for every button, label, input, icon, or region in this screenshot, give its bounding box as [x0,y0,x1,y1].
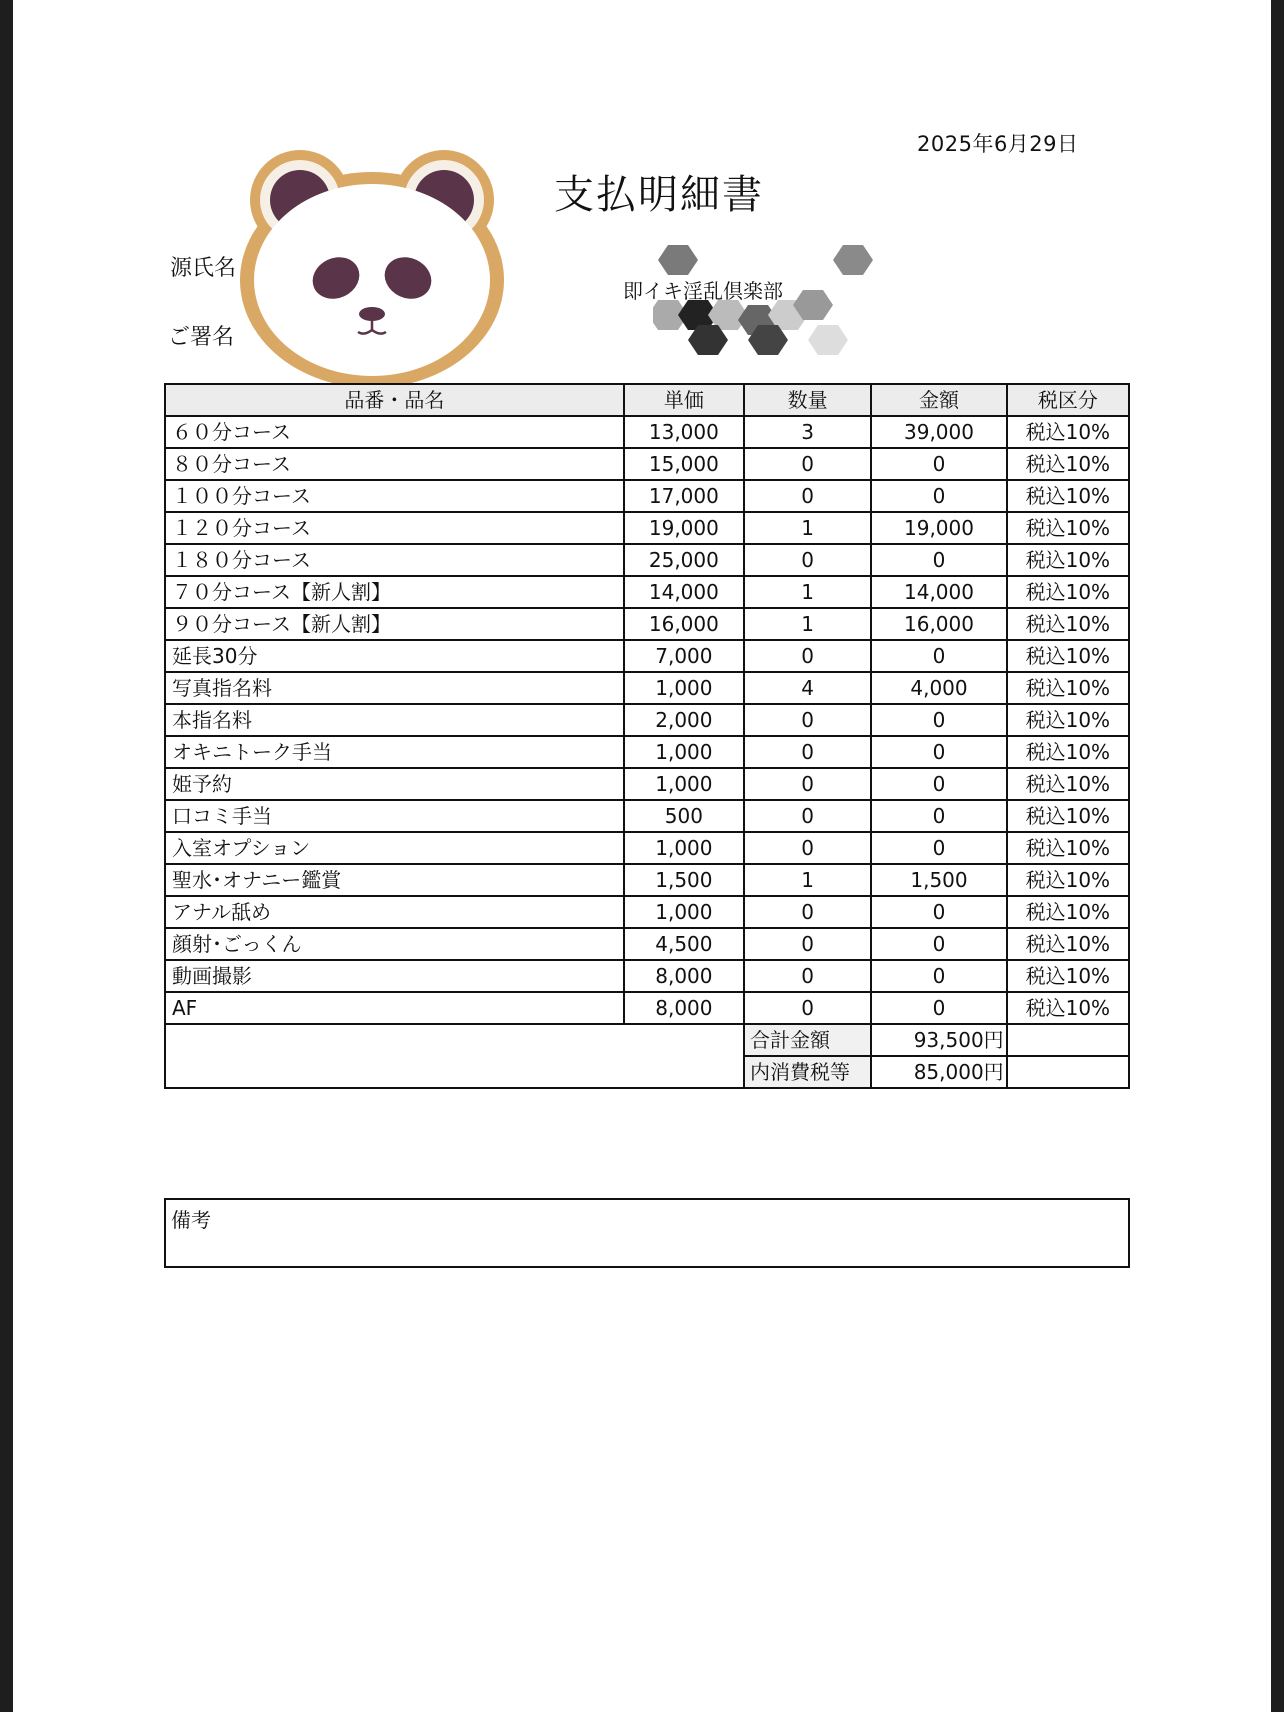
amount-cell: 0 [871,832,1006,864]
unit-price-cell: 8,000 [624,992,744,1024]
issue-date: 2025年6月29日 [917,132,1079,156]
total-empty-cell [1007,1024,1129,1056]
quantity-cell: 0 [744,832,871,864]
item-name-cell: 聖水･オナニー鑑賞 [165,864,624,896]
quantity-cell: 4 [744,672,871,704]
table-row [165,832,1129,864]
table-row [165,416,1129,448]
amount-cell: 0 [871,992,1006,1024]
column-header: 金額 [871,384,1006,416]
unit-price-cell: 25,000 [624,544,744,576]
item-name-cell: AF [165,992,624,1024]
quantity-cell: 0 [744,448,871,480]
tax-category-cell: 税込10% [1007,864,1129,896]
unit-price-cell: 500 [624,800,744,832]
tax-category-cell: 税込10% [1007,736,1129,768]
total-row [165,1024,1129,1056]
unit-price-cell: 15,000 [624,448,744,480]
amount-cell: 16,000 [871,608,1006,640]
item-name-cell: 動画撮影 [165,960,624,992]
item-name-cell: ８０分コース [165,448,624,480]
item-name-cell: １２０分コース [165,512,624,544]
table-row [165,480,1129,512]
item-name-cell: アナル舐め [165,896,624,928]
quantity-cell: 0 [744,960,871,992]
quantity-cell: 0 [744,704,871,736]
tax-category-cell: 税込10% [1007,800,1129,832]
unit-price-cell: 2,000 [624,704,744,736]
amount-cell: 14,000 [871,576,1006,608]
tax-category-cell: 税込10% [1007,960,1129,992]
table-row [165,640,1129,672]
unit-price-cell: 16,000 [624,608,744,640]
table-row [165,544,1129,576]
unit-price-cell: 14,000 [624,576,744,608]
table-row [165,512,1129,544]
unit-price-cell: 1,000 [624,832,744,864]
table-row [165,896,1129,928]
tax-category-cell: 税込10% [1007,896,1129,928]
amount-cell: 0 [871,800,1006,832]
amount-cell: 0 [871,480,1006,512]
item-name-cell: １８０分コース [165,544,624,576]
tax-category-cell: 税込10% [1007,832,1129,864]
item-name-cell: オキニトーク手当 [165,736,624,768]
amount-cell: 0 [871,448,1006,480]
unit-price-cell: 7,000 [624,640,744,672]
quantity-cell: 0 [744,640,871,672]
tax-category-cell: 税込10% [1007,512,1129,544]
remarks-box [164,1198,1130,1268]
table-row [165,928,1129,960]
total-label: 合計金額 [744,1024,871,1056]
tax-category-cell: 税込10% [1007,480,1129,512]
quantity-cell: 0 [744,928,871,960]
table-row [165,704,1129,736]
item-name-cell: 口コミ手当 [165,800,624,832]
amount-cell: 1,500 [871,864,1006,896]
tax-category-cell: 税込10% [1007,704,1129,736]
item-name-cell: 延長30分 [165,640,624,672]
quantity-cell: 0 [744,736,871,768]
amount-cell: 0 [871,704,1006,736]
item-name-cell: ７０分コース【新人割】 [165,576,624,608]
quantity-cell: 1 [744,864,871,896]
item-name-cell: 入室オプション [165,832,624,864]
document-page [13,0,1271,1712]
amount-cell: 0 [871,928,1006,960]
column-header: 数量 [744,384,871,416]
tax-label: 内消費税等 [744,1056,871,1088]
amount-cell: 0 [871,960,1006,992]
amount-cell: 0 [871,896,1006,928]
tax-category-cell: 税込10% [1007,640,1129,672]
table-row [165,800,1129,832]
tax-value: 85,000円 [871,1056,1006,1088]
tax-category-cell: 税込10% [1007,416,1129,448]
unit-price-cell: 1,000 [624,672,744,704]
item-name-cell: １００分コース [165,480,624,512]
tax-category-cell: 税込10% [1007,544,1129,576]
item-name-cell: 本指名料 [165,704,624,736]
table-row [165,576,1129,608]
tax-category-cell: 税込10% [1007,608,1129,640]
unit-price-cell: 1,000 [624,896,744,928]
amount-cell: 0 [871,640,1006,672]
amount-cell: 0 [871,768,1006,800]
quantity-cell: 3 [744,416,871,448]
table-row [165,960,1129,992]
item-name-cell: 姫予約 [165,768,624,800]
totals-blank-cell [165,1024,744,1088]
quantity-cell: 0 [744,544,871,576]
table-row [165,608,1129,640]
quantity-cell: 0 [744,992,871,1024]
quantity-cell: 0 [744,896,871,928]
table-row [165,448,1129,480]
signature-label: ご署名 [168,325,235,350]
amount-cell: 0 [871,736,1006,768]
tax-category-cell: 税込10% [1007,448,1129,480]
panda-sticker-icon [238,148,508,388]
item-name-cell: ６０分コース [165,416,624,448]
column-header: 品番・品名 [165,384,624,416]
quantity-cell: 1 [744,608,871,640]
quantity-cell: 1 [744,512,871,544]
tax-category-cell: 税込10% [1007,672,1129,704]
unit-price-cell: 1,000 [624,736,744,768]
page-title: 支払明細書 [554,172,764,218]
amount-cell: 39,000 [871,416,1006,448]
total-value: 93,500円 [871,1024,1006,1056]
amount-cell: 19,000 [871,512,1006,544]
name-label: 源氏名 [170,256,237,281]
item-name-cell: 写真指名料 [165,672,624,704]
remarks-label: 備考 [171,1208,211,1232]
item-name-cell: ９０分コース【新人割】 [165,608,624,640]
table-row [165,864,1129,896]
table-row [165,736,1129,768]
table-row [165,768,1129,800]
tax-category-cell: 税込10% [1007,576,1129,608]
quantity-cell: 1 [744,576,871,608]
unit-price-cell: 17,000 [624,480,744,512]
column-header: 単価 [624,384,744,416]
tax-category-cell: 税込10% [1007,928,1129,960]
items-table [164,383,1130,1089]
column-header: 税区分 [1007,384,1129,416]
unit-price-cell: 1,500 [624,864,744,896]
item-name-cell: 顔射･ごっくん [165,928,624,960]
unit-price-cell: 1,000 [624,768,744,800]
unit-price-cell: 8,000 [624,960,744,992]
amount-cell: 0 [871,544,1006,576]
quantity-cell: 0 [744,800,871,832]
unit-price-cell: 13,000 [624,416,744,448]
table-row [165,672,1129,704]
table-row [165,992,1129,1024]
table-header-row [165,384,1129,416]
quantity-cell: 0 [744,768,871,800]
unit-price-cell: 4,500 [624,928,744,960]
tax-category-cell: 税込10% [1007,768,1129,800]
amount-cell: 4,000 [871,672,1006,704]
tax-empty-cell [1007,1056,1129,1088]
tax-category-cell: 税込10% [1007,992,1129,1024]
shop-name: 即イキ淫乱倶楽部 [623,279,783,303]
unit-price-cell: 19,000 [624,512,744,544]
quantity-cell: 0 [744,480,871,512]
